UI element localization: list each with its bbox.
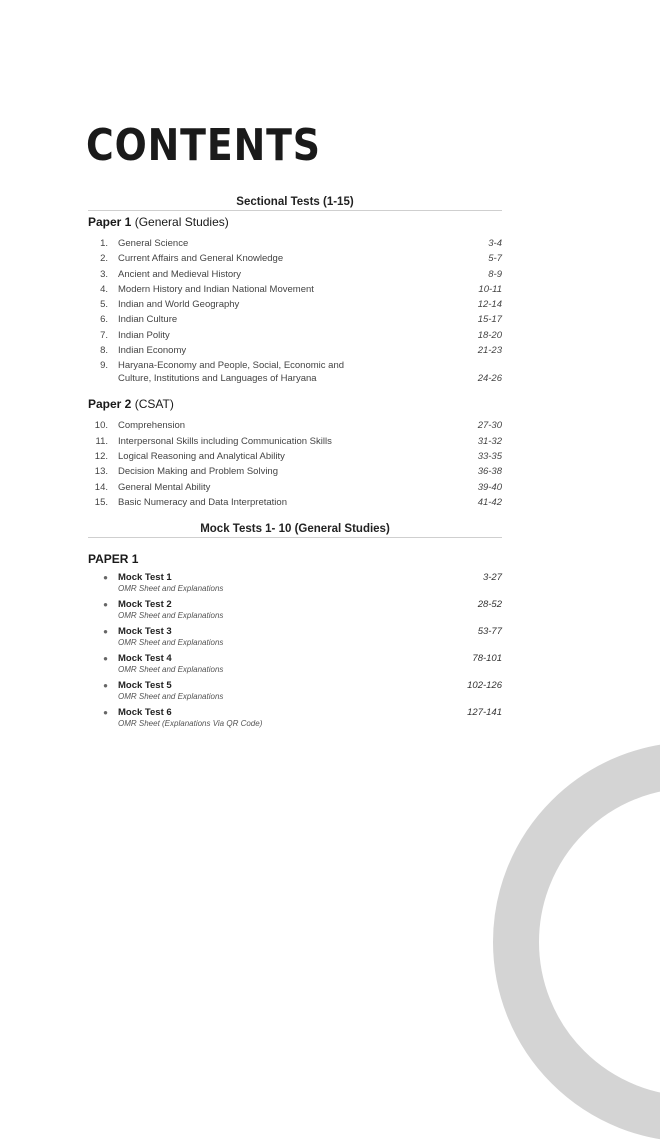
item-pages: 24-26	[477, 372, 502, 384]
item-number: 6.	[100, 314, 108, 326]
item-pages: 21-23	[477, 345, 502, 357]
list-item	[88, 436, 502, 449]
item-number: 7.	[100, 329, 108, 341]
mock-label	[118, 626, 442, 648]
item-pages: 10-11	[478, 283, 502, 295]
list-item	[88, 451, 502, 464]
list-item	[88, 680, 502, 702]
item-label: Ancient and Medieval History	[118, 268, 242, 280]
mock-sub: OMR Sheet and Explanations	[118, 584, 224, 594]
item-label: Indian Polity	[118, 329, 170, 341]
mock-title: Mock Test 5	[118, 680, 172, 692]
item-label: Modern History and Indian National Movement	[118, 283, 314, 295]
item-pages: 102-126	[467, 680, 502, 692]
item-label: Indian and World Geography	[118, 299, 240, 311]
mock-title: Mock Test 2	[118, 599, 172, 611]
item-label-line1: Haryana-Economy and People, Social, Economic and	[118, 360, 345, 372]
list-item	[88, 482, 502, 495]
item-pages: 78-101	[472, 653, 502, 665]
mock-title: Mock Test 3	[118, 626, 172, 638]
bullet-icon: ●	[103, 708, 108, 718]
mock-label	[118, 653, 442, 675]
list-item	[88, 299, 502, 312]
bullet-icon: ●	[103, 654, 108, 664]
item-pages: 27-30	[477, 420, 502, 432]
paper2-name: Paper 2	[88, 397, 132, 412]
mock-label	[118, 707, 442, 729]
list-item	[88, 253, 502, 266]
list-item	[88, 420, 502, 433]
mock-sub: OMR Sheet (Explanations Via QR Code)	[118, 719, 263, 729]
item-pages: 39-40	[477, 481, 502, 493]
item-label: Indian Culture	[118, 314, 178, 326]
mock-paper-heading: PAPER 1	[88, 552, 139, 567]
item-number: 15.	[94, 496, 108, 508]
item-pages: 41-42	[477, 496, 502, 508]
item-label: General Science	[118, 238, 189, 249]
list-item	[88, 284, 502, 297]
mock-title: Mock Test 4	[118, 653, 172, 665]
mock-list	[88, 572, 502, 729]
sectional-tests-heading: Sectional Tests (1-15)	[88, 196, 502, 211]
item-number: 8.	[100, 345, 108, 357]
mock-sub: OMR Sheet and Explanations	[118, 638, 224, 648]
paper2-heading	[88, 397, 502, 411]
bullet-icon: ●	[103, 681, 108, 691]
bullet-icon: ●	[103, 600, 108, 610]
item-number: 14.	[94, 481, 108, 493]
item-pages: 33-35	[477, 450, 502, 462]
item-label: Basic Numeracy and Data Interpretation	[118, 496, 287, 508]
list-item	[88, 466, 502, 479]
mock-tests-heading: Mock Tests 1- 10 (General Studies)	[88, 523, 502, 538]
item-pages: 5-7	[488, 253, 502, 265]
item-label: Comprehension	[118, 420, 186, 432]
item-pages: 53-77	[477, 626, 502, 638]
item-number: 12.	[94, 450, 108, 462]
list-item	[88, 360, 502, 385]
item-number: 11.	[95, 435, 108, 447]
contents-list	[88, 196, 502, 734]
mock-title: Mock Test 6	[118, 707, 172, 719]
list-item	[88, 599, 502, 621]
item-number: 5.	[100, 299, 108, 311]
page-title: CONTENTS	[86, 120, 321, 171]
item-pages: 18-20	[477, 329, 502, 341]
item-pages: 8-9	[488, 268, 502, 280]
list-item	[88, 238, 502, 251]
item-number: 3.	[100, 268, 108, 280]
item-pages: 3-27	[482, 572, 502, 584]
item-number: 9.	[100, 360, 108, 372]
item-pages: 36-38	[477, 466, 502, 478]
list-item	[88, 653, 502, 675]
item-label: Indian Economy	[118, 345, 187, 357]
item-number: 10.	[94, 420, 108, 432]
list-item	[88, 330, 502, 343]
item-label-line2: Culture, Institutions and Languages of Haryana	[118, 372, 317, 384]
paper1-list	[88, 238, 502, 385]
item-number: 4.	[100, 283, 108, 295]
item-label: General Mental Ability	[118, 481, 211, 493]
decorative-arc	[493, 742, 660, 1142]
mock-sub: OMR Sheet and Explanations	[118, 611, 224, 621]
item-label: Interpersonal Skills including Communication Skills	[118, 435, 332, 447]
item-number: 1.	[100, 238, 108, 249]
item-pages: 15-17	[477, 314, 502, 326]
mock-label	[118, 572, 442, 594]
item-pages: 127-141	[467, 707, 502, 719]
item-pages: 31-32	[477, 435, 502, 447]
item-pages: 28-52	[477, 599, 502, 611]
bullet-icon: ●	[103, 573, 108, 583]
paper2-list	[88, 420, 502, 509]
mock-sub: OMR Sheet and Explanations	[118, 692, 224, 702]
item-number: 2.	[100, 253, 108, 265]
item-number: 13.	[94, 466, 108, 478]
item-label: Current Affairs and General Knowledge	[118, 253, 284, 265]
item-pages: 12-14	[477, 299, 502, 311]
list-item	[88, 269, 502, 282]
list-item	[88, 572, 502, 594]
mock-sub: OMR Sheet and Explanations	[118, 665, 224, 675]
paper1-heading	[88, 215, 502, 229]
mock-title: Mock Test 1	[118, 572, 172, 584]
list-item	[88, 345, 502, 358]
list-item	[88, 497, 502, 510]
item-label: Logical Reasoning and Analytical Ability	[118, 450, 285, 462]
bullet-icon: ●	[103, 627, 108, 637]
item-label: Decision Making and Problem Solving	[118, 466, 278, 478]
mock-label	[118, 680, 442, 702]
item-label	[118, 360, 442, 385]
paper1-name: Paper 1	[88, 215, 132, 229]
paper2-sub: (CSAT)	[134, 397, 174, 412]
paper1-sub: (General Studies)	[134, 215, 229, 229]
mock-label	[118, 599, 442, 621]
item-pages: 3-4	[488, 238, 502, 249]
list-item	[88, 626, 502, 648]
list-item	[88, 707, 502, 729]
list-item	[88, 314, 502, 327]
